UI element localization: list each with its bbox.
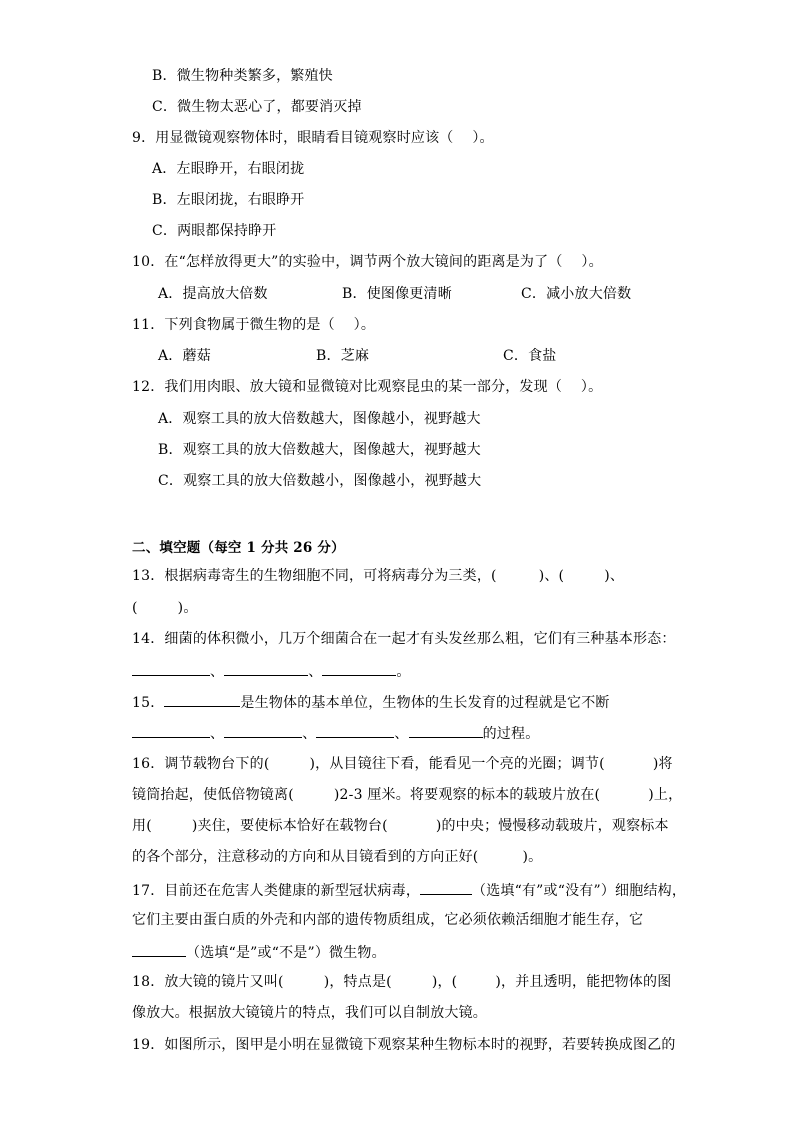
q11-option-a: A．蘑菇	[158, 348, 211, 364]
q16-line-1	[132, 754, 673, 774]
q13-line-1	[132, 566, 624, 586]
q11-option-b: B．芝麻	[316, 348, 370, 364]
q12-option-c: C．观察工具的放大倍数越小，图像越小，视野越大	[158, 473, 482, 489]
q15-blank-4	[316, 722, 394, 738]
q16-text-2a: 镜筒抬起，使低倍物镜离(	[132, 787, 294, 803]
q17-line-1	[132, 879, 686, 901]
q12-option-b: B．观察工具的放大倍数越大，图像越大，视野越大	[158, 442, 481, 458]
q16-text-2c: )上，	[648, 787, 683, 803]
q16-text-4a: 的各个部分，注意移动的方向和从目镜看到的方向正好(	[132, 849, 479, 865]
q15-sep-2: 、	[302, 726, 317, 742]
q17-text-1b: （选填“有”或“没有”）细胞结构，	[472, 883, 687, 899]
q12-option-a: A．观察工具的放大倍数越大，图像越小，视野越大	[158, 411, 481, 427]
q17-blank-2	[132, 941, 186, 957]
q18-text-1a: 18．放大镜的镜片又叫(	[132, 974, 284, 990]
q8-option-c: C．微生物太恶心了，都要消灭掉	[152, 99, 362, 115]
q15-blank-5	[409, 722, 483, 738]
q15-blank-1	[164, 691, 240, 707]
q12-stem: 12．我们用肉眼、放大镜和显微镜对比观察昆虫的某一部分，发现（ ）。	[132, 379, 603, 395]
q10-option-a: A．提高放大倍数	[158, 286, 268, 302]
q14-blank-2	[224, 660, 308, 676]
q15-blank-2	[132, 722, 210, 738]
q15-sep-3: 、	[394, 726, 409, 742]
q16-line-4	[132, 847, 542, 867]
q15-line-2	[132, 722, 539, 744]
q14-end: 。	[396, 664, 411, 680]
q16-text-3a: 用(	[132, 818, 152, 834]
q13-text-4: (	[132, 600, 138, 616]
q11-option-c: C．食盐	[503, 348, 557, 364]
q15-end: 的过程。	[482, 726, 540, 742]
q15-num: 15．	[132, 695, 165, 711]
q11-stem: 11．下列食物属于微生物的是（ ）。	[132, 317, 376, 333]
q13-text-2: )、(	[538, 568, 565, 584]
q18-line-2: 像放大。根据放大镜镜片的特点，我们可以自制放大镜。	[132, 1005, 487, 1021]
q19-line-1: 19．如图所示，图甲是小明在显微镜下观察某种生物标本时的视野，若要转换成图乙的	[132, 1037, 676, 1053]
q18-text-1d: )，并且透明，能把物体的图	[495, 974, 672, 990]
q17-line-2: 它们主要由蛋白质的外壳和内部的遗传物质组成，它必须依赖活细胞才能生存，它	[132, 912, 644, 928]
q16-line-2	[132, 785, 682, 805]
q13-text-3: )、	[604, 568, 625, 584]
q16-text-1b: )，从目镜往下看，能看见一个亮的光圈；调节(	[309, 756, 605, 772]
q9-option-b: B．左眼闭拢，右眼睁开	[152, 192, 305, 208]
q15-blank-3	[224, 722, 302, 738]
q18-line-1	[132, 972, 671, 992]
q14-blank-1	[132, 660, 210, 676]
q17-line-3	[132, 941, 386, 963]
q13-text-1: 13．根据病毒寄生的生物细胞不同，可将病毒分为三类，(	[132, 568, 497, 584]
q9-option-a: A．左眼睁开，右眼闭拢	[152, 161, 305, 177]
q15-sep-1: 、	[210, 726, 225, 742]
q16-text-1a: 16．调节载物台下的(	[132, 756, 270, 772]
q14-line-1: 14．细菌的体积微小，几万个细菌合在一起才有头发丝那么粗，它们有三种基本形态：	[132, 631, 676, 647]
q15-text-1: 是生物体的基本单位，生物体的生长发育的过程就是它不断	[240, 695, 610, 711]
q17-text-3b: （选填“是”或“不是”）微生物。	[186, 945, 386, 961]
q9-option-c: C．两眼都保持睁开	[152, 223, 277, 239]
q16-text-4b: )。	[522, 849, 543, 865]
q14-line-2	[132, 660, 411, 682]
q16-text-3b: )夹住，要使标本恰好在载物台(	[191, 818, 388, 834]
q17-text-1a: 17．目前还在危害人类健康的新型冠状病毒，	[132, 883, 421, 899]
q14-blank-3	[322, 660, 396, 676]
q10-stem: 10．在“怎样放得更大”的实验中，调节两个放大镜间的距离是为了（ ）。	[132, 254, 603, 270]
q10-option-b: B．使图像更清晰	[342, 286, 452, 302]
q13-line-2	[132, 598, 198, 618]
q8-option-b: B．微生物种类繁多，繁殖快	[152, 68, 333, 84]
q14-sep-2: 、	[308, 664, 323, 680]
q13-text-5: )。	[177, 600, 198, 616]
q14-sep-1: 、	[210, 664, 225, 680]
q17-blank-1	[420, 879, 472, 895]
q15-line-1	[132, 691, 610, 713]
q16-text-1c: )将	[652, 756, 673, 772]
q16-text-2b: )2-3 厘米。将要观察的标本的载玻片放在(	[333, 787, 601, 803]
q18-text-1b: )，特点是(	[323, 974, 392, 990]
section-heading: 二、填空题（每空 1 分共 26 分）	[132, 540, 345, 556]
q18-text-1c: )，(	[431, 974, 458, 990]
q16-line-3	[132, 816, 669, 836]
q16-text-3c: )的中央；慢慢移动载玻片，观察标本	[435, 818, 669, 834]
q10-option-c: C．减小放大倍数	[521, 286, 632, 302]
q9-stem: 9．用显微镜观察物体时，眼睛看目镜观察时应该（ ）。	[132, 130, 494, 146]
